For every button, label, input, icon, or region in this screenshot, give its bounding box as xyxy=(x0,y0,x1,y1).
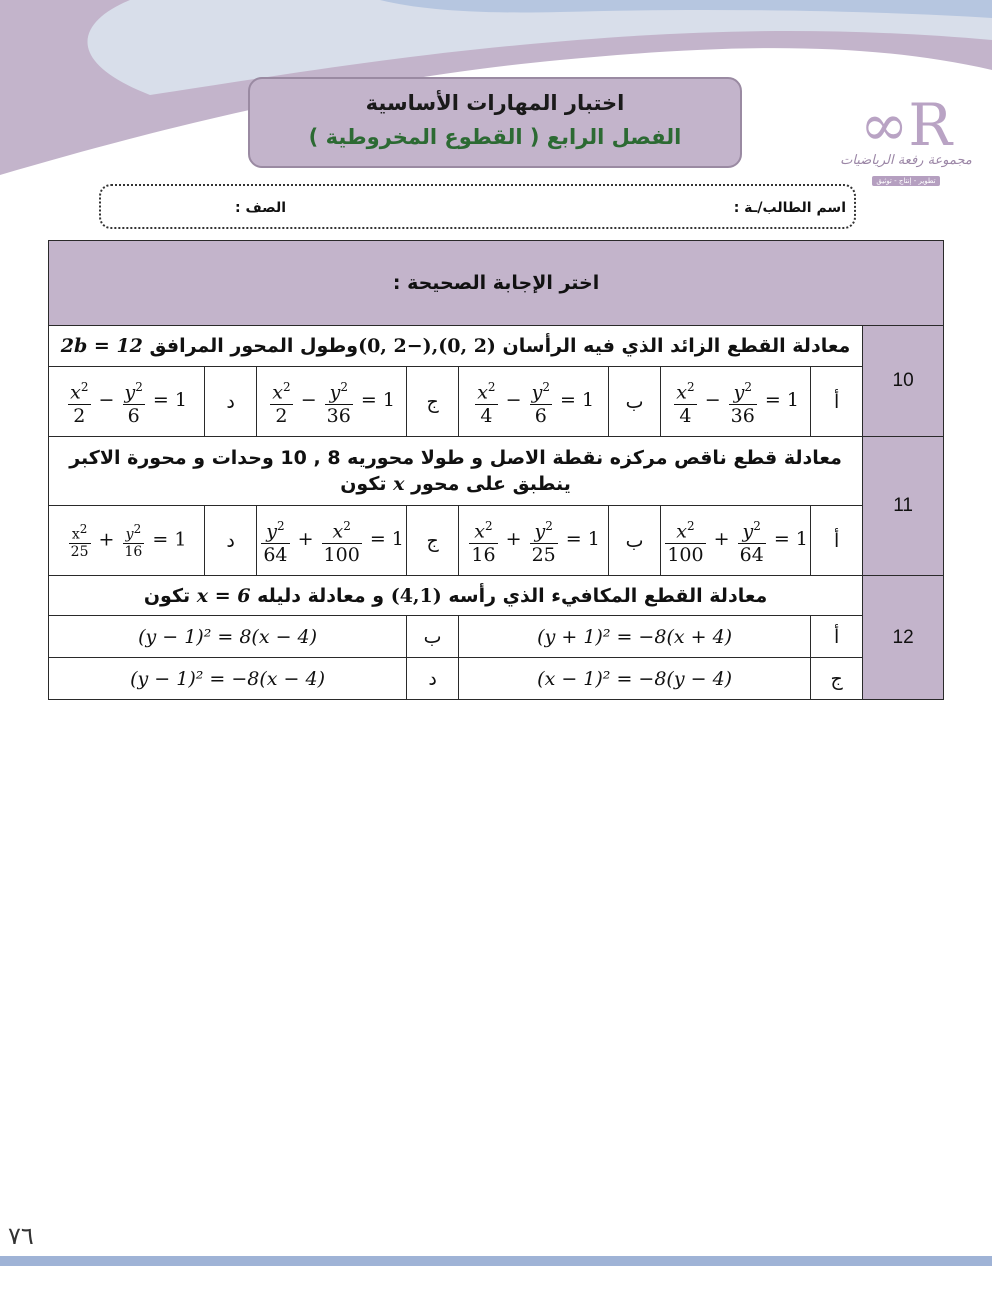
student-info-box xyxy=(99,184,856,229)
option-answer[interactable]: $\frac{y^2}{64}$ + $\frac{x^2}{100}$ = 1 xyxy=(257,506,407,576)
option-label[interactable]: د xyxy=(407,658,459,700)
option-answer[interactable]: (y − 1)² = 8(x − 4) xyxy=(49,616,407,658)
page-number: ٧٦ xyxy=(8,1222,34,1250)
option-answer[interactable]: $\frac{x^2}{2}$ − $\frac{y^2}{6}$ = 1 xyxy=(49,367,205,437)
instruction-row xyxy=(49,241,944,326)
logo-subtext: تطوير - إنتاج - توثيق xyxy=(872,176,939,186)
logo-text: مجموعة رفعة الرياضيات xyxy=(840,153,972,168)
options-row xyxy=(49,506,944,576)
option-label[interactable]: ب xyxy=(609,367,661,437)
question-number: 12 xyxy=(863,576,944,700)
option-answer[interactable]: $\frac{x^2}{4}$ − $\frac{y^2}{36}$ = 1 xyxy=(661,367,811,437)
question-number: 11 xyxy=(863,437,944,576)
student-class-label[interactable]: الصف : xyxy=(235,200,286,216)
options-row xyxy=(49,367,944,437)
instruction-text: اختر الإجابة الصحيحة : xyxy=(49,241,944,326)
option-label[interactable]: د xyxy=(205,367,257,437)
page-subtitle: الفصل الرابع ( القطوع المخروطية ) xyxy=(308,125,682,149)
option-label[interactable]: أ xyxy=(811,506,863,576)
option-label[interactable]: أ xyxy=(811,616,863,658)
question-number: 10 xyxy=(863,326,944,437)
options-row xyxy=(49,658,944,700)
quiz-table xyxy=(48,240,944,700)
question-row xyxy=(49,437,944,506)
option-label[interactable]: ج xyxy=(407,506,459,576)
question-text: معادلة القطع الزائد الذي فيه الرأسان (0, 2−),(0, 2)وطول المحور المرافق 2b = 12 xyxy=(49,326,863,367)
page-title: اختبار المهارات الأساسية xyxy=(365,91,625,115)
option-label[interactable]: ب xyxy=(609,506,661,576)
logo xyxy=(836,91,976,210)
question-row xyxy=(49,326,944,367)
question-text: معادلة القطع المكافيء الذي رأسه (4,1) و معادلة دليله x = 6 تكون xyxy=(49,576,863,616)
question-row xyxy=(49,576,944,616)
option-label[interactable]: ج xyxy=(407,367,459,437)
option-answer[interactable]: $\frac{x^2}{25}$ + $\frac{y^2}{16}$ = 1 xyxy=(49,506,205,576)
option-label[interactable]: ج xyxy=(811,658,863,700)
options-row xyxy=(49,616,944,658)
option-answer[interactable]: $\frac{x^2}{4}$ − $\frac{y^2}{6}$ = 1 xyxy=(459,367,609,437)
title-box xyxy=(248,77,742,168)
student-name-label[interactable]: اسم الطالب/ـة : xyxy=(733,200,846,216)
footer-bar xyxy=(0,1256,992,1266)
option-answer[interactable]: (y − 1)² = −8(x − 4) xyxy=(49,658,407,700)
option-answer[interactable]: $\frac{x^2}{100}$ + $\frac{y^2}{64}$ = 1 xyxy=(661,506,811,576)
question-text: معادلة قطع ناقص مركزه نقطة الاصل و طولا محوريه 8 , 10 وحدات و محورة الاكبر ينطبق على محور x تكون xyxy=(49,437,863,506)
option-label[interactable]: د xyxy=(205,506,257,576)
option-answer[interactable]: $\frac{x^2}{16}$ + $\frac{y^2}{25}$ = 1 xyxy=(459,506,609,576)
option-answer[interactable]: (y + 1)² = −8(x + 4) xyxy=(459,616,811,658)
logo-mark: R∞ xyxy=(860,91,952,159)
option-label[interactable]: أ xyxy=(811,367,863,437)
option-answer[interactable]: $\frac{x^2}{2}$ − $\frac{y^2}{36}$ = 1 xyxy=(257,367,407,437)
option-label[interactable]: ب xyxy=(407,616,459,658)
option-answer[interactable]: (x − 1)² = −8(y − 4) xyxy=(459,658,811,700)
